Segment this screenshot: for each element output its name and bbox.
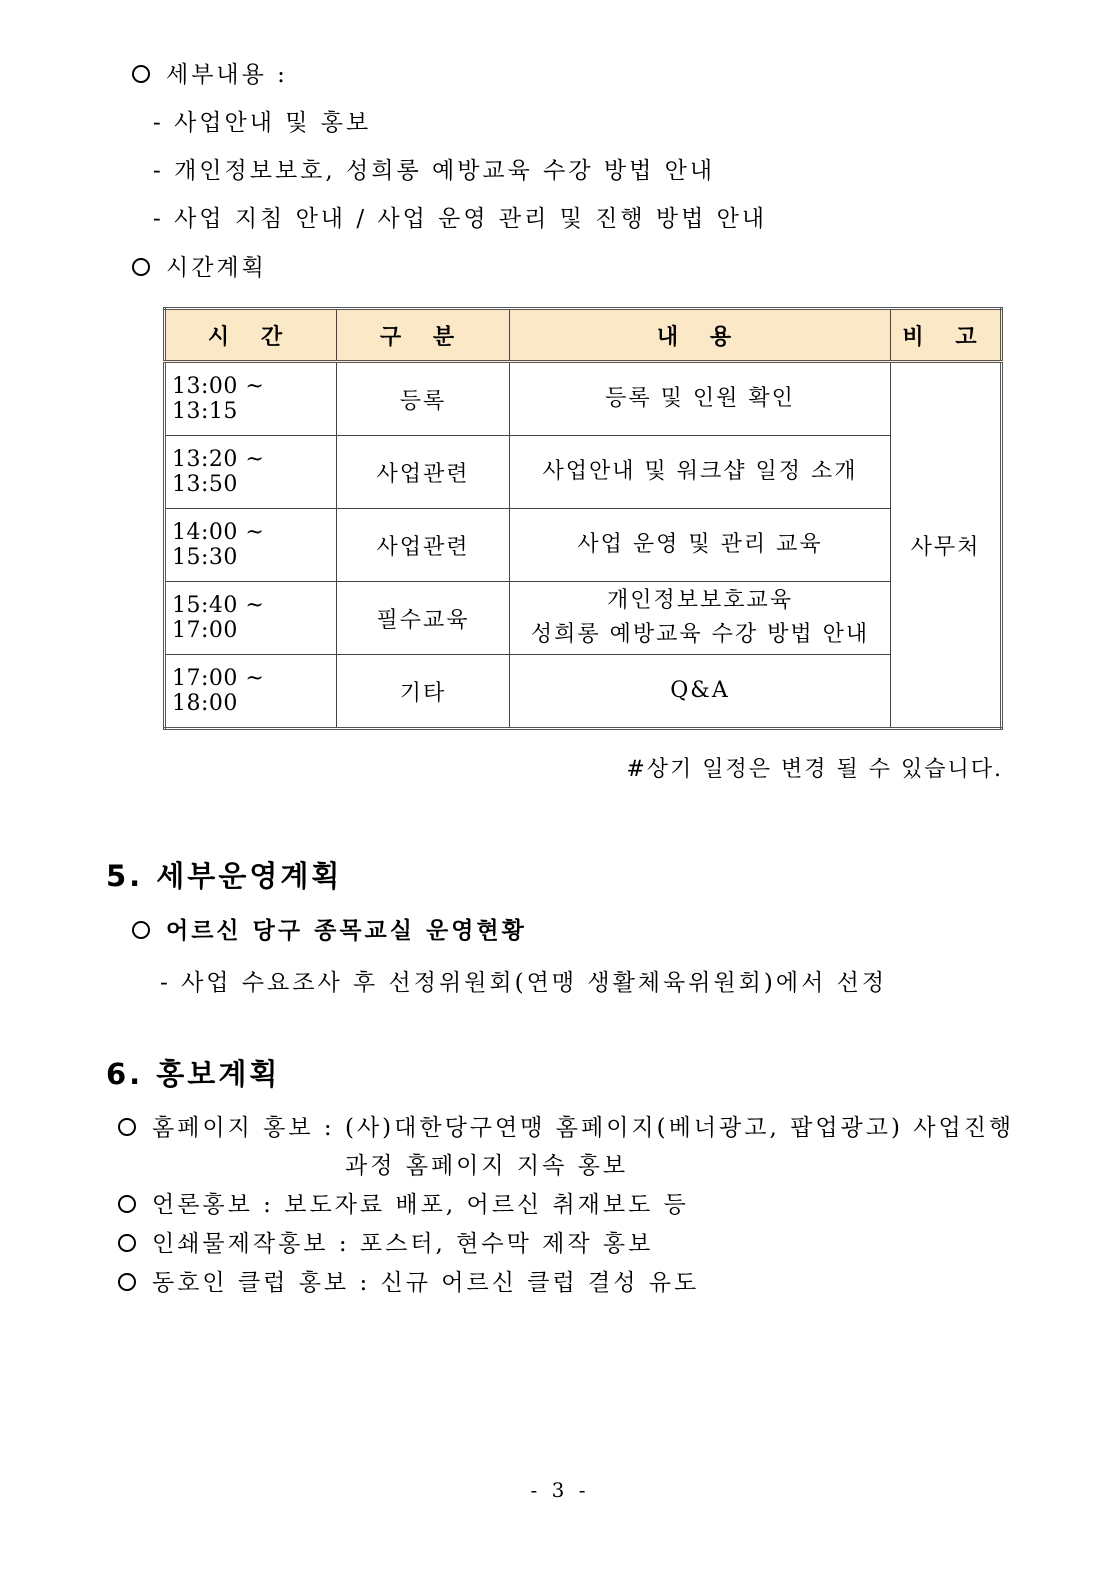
section5-subtitle: 어르신 당구 종목교실 운영현황: [132, 916, 527, 946]
content-cell: 사업안내 및 워크샵 일정 소개: [510, 436, 891, 509]
section5-item: - 사업 수요조사 후 선정위원회(연맹 생활체육위원회)에서 선정: [160, 970, 888, 996]
time-cell: 13:20 ~ 13:50: [165, 436, 337, 509]
category-cell: 필수교육: [337, 582, 510, 655]
schedule-title: 시간계획: [132, 253, 267, 283]
content-cell: 등록 및 인원 확인: [510, 362, 891, 436]
detail-item-1: - 사업안내 및 홍보: [153, 110, 372, 136]
content-cell: 개인정보보호교육 성희롱 예방교육 수강 방법 안내: [510, 582, 891, 655]
section6-heading: 6. 홍보계획: [106, 1057, 281, 1091]
circle-bullet-icon: [118, 1234, 136, 1252]
header-content: 내 용: [510, 309, 891, 362]
schedule-table: [163, 307, 1003, 730]
header-category: 구 분: [337, 309, 510, 362]
promo-item-club: 동호인 클럽 홍보 : 신규 어르신 클럽 결성 유도: [118, 1268, 699, 1298]
circle-bullet-icon: [132, 921, 150, 939]
time-cell: 13:00 ~ 13:15: [165, 362, 337, 436]
note-cell: 사무처: [891, 362, 1002, 729]
table-row: [165, 436, 1002, 509]
table-row: [165, 655, 1002, 729]
header-note: 비 고: [891, 309, 1002, 362]
page-number: - 3 -: [530, 1478, 590, 1502]
circle-bullet-icon: [118, 1273, 136, 1291]
schedule-footnote: #상기 일정은 변경 될 수 있습니다.: [626, 757, 1003, 782]
detail-item-2: - 개인정보보호, 성희롱 예방교육 수강 방법 안내: [153, 158, 716, 184]
category-cell: 사업관련: [337, 509, 510, 582]
promo-item-homepage-cont: 과정 홈페이지 지속 홍보: [345, 1153, 629, 1179]
time-cell: 17:00 ~ 18:00: [165, 655, 337, 729]
content-cell: Q&A: [510, 655, 891, 729]
table-row: [165, 582, 1002, 655]
table-header-row: [165, 309, 1002, 362]
circle-bullet-icon: [132, 65, 150, 83]
table-row: [165, 509, 1002, 582]
content-cell: 사업 운영 및 관리 교육: [510, 509, 891, 582]
circle-bullet-icon: [118, 1195, 136, 1213]
detail-item-3: - 사업 지침 안내 / 사업 운영 관리 및 진행 방법 안내: [153, 206, 768, 232]
time-cell: 14:00 ~ 15:30: [165, 509, 337, 582]
circle-bullet-icon: [118, 1118, 136, 1136]
promo-item-homepage: 홈페이지 홍보 : (사)대한당구연맹 홈페이지(베너광고, 팝업광고) 사업진행: [118, 1113, 1014, 1143]
category-cell: 등록: [337, 362, 510, 436]
detail-title: 세부내용 :: [132, 60, 288, 90]
category-cell: 사업관련: [337, 436, 510, 509]
section5-heading: 5. 세부운영계획: [106, 859, 343, 893]
category-cell: 기타: [337, 655, 510, 729]
promo-item-print: 인쇄물제작홍보 : 포스터, 현수막 제작 홍보: [118, 1229, 653, 1259]
header-time: 시 간: [165, 309, 337, 362]
promo-item-press: 언론홍보 : 보도자료 배포, 어르신 취재보도 등: [118, 1190, 689, 1220]
circle-bullet-icon: [132, 258, 150, 276]
table-row: [165, 362, 1002, 436]
time-cell: 15:40 ~ 17:00: [165, 582, 337, 655]
